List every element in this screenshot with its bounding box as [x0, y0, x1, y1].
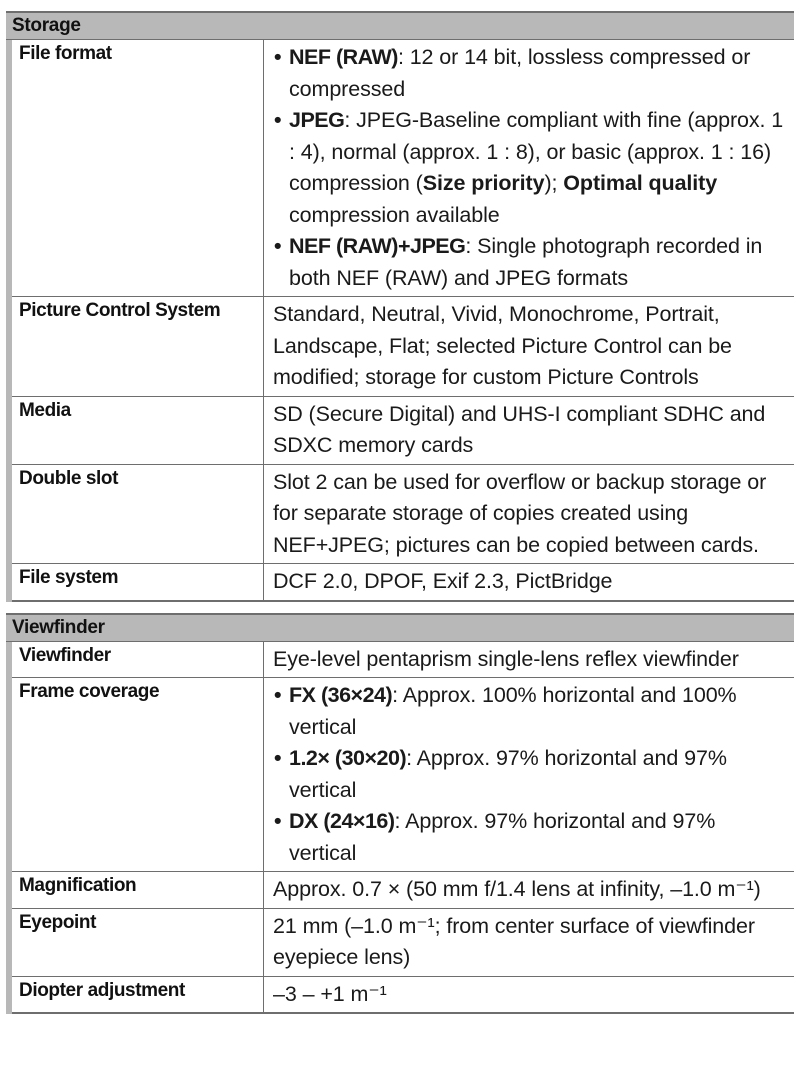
fx-label: FX (36×24)	[289, 683, 393, 707]
picture-control-label: Picture Control System	[12, 297, 264, 396]
optimal-quality-text: Optimal quality	[563, 171, 718, 195]
diopter-value: –3 – +1 m⁻¹	[273, 981, 387, 1006]
media-label: Media	[12, 397, 264, 464]
jpeg-label: JPEG	[289, 108, 345, 132]
file-system-value: DCF 2.0, DPOF, Exif 2.3, PictBridge	[273, 569, 613, 593]
nef-label: NEF (RAW)	[289, 45, 398, 69]
viewfinder-row	[12, 642, 794, 679]
list-item	[273, 42, 788, 105]
nef-jpeg-label: NEF (RAW)+JPEG	[289, 234, 466, 258]
magnification-value: Approx. 0.7 × (50 mm f/1.4 lens at infinity, –1.0 m⁻¹)	[273, 877, 761, 901]
viewfinder-rows	[6, 642, 794, 1015]
list-item	[273, 105, 788, 231]
storage-section	[6, 11, 794, 602]
magnification-row	[12, 872, 794, 909]
double-slot-label: Double slot	[12, 465, 264, 564]
file-format-value	[264, 40, 794, 296]
jpeg-text: : JPEG-Baseline compliant with fine (approx. 1 : 4), normal (approx. 1 : 8), or basic (approx. 1 : 16) compression (	[289, 108, 784, 195]
magnification-label: Magnification	[12, 872, 264, 908]
picture-control-row	[12, 297, 794, 397]
viewfinder-header: Viewfinder	[6, 613, 794, 642]
dx-label: DX (24×16)	[289, 809, 395, 833]
storage-rows	[6, 40, 794, 602]
jpeg-text-3: compression available	[289, 202, 500, 227]
nef-jpeg-text: : Single photograph recorded in both NEF (RAW) and JPEG formats	[289, 234, 763, 290]
eyepoint-row	[12, 909, 794, 977]
file-format-list	[273, 42, 788, 294]
file-system-label: File system	[12, 564, 264, 600]
double-slot-value: Slot 2 can be used for overflow or backup storage or for separate storage of copies created using NEF+JPEG; pictures can be copied between cards.	[273, 469, 767, 557]
fx-text: : Approx. 100% horizontal and 100% vertical	[289, 683, 737, 739]
jpeg-text-2: );	[544, 171, 558, 195]
media-value: SD (Secure Digital) and UHS-I compliant SDHC and SDXC memory cards	[273, 401, 766, 457]
list-item	[273, 743, 788, 806]
frame-coverage-list	[273, 680, 788, 869]
eyepoint-value: 21 mm (–1.0 m⁻¹; from center surface of viewfinder eyepiece lens)	[273, 913, 755, 969]
file-format-row	[12, 40, 794, 297]
media-row	[12, 397, 794, 465]
storage-header: Storage	[6, 11, 794, 40]
dx-text: : Approx. 97% horizontal and 97% vertical	[289, 809, 716, 865]
spec-page	[6, 11, 794, 1025]
viewfinder-section	[6, 613, 794, 1015]
double-slot-row	[12, 465, 794, 565]
crop-label: 1.2× (30×20)	[289, 746, 407, 770]
eyepoint-label: Eyepoint	[12, 909, 264, 976]
diopter-row	[12, 977, 794, 1015]
picture-control-value: Standard, Neutral, Vivid, Monochrome, Portrait, Landscape, Flat; selected Picture Control can be modified; storage for custom Picture Controls	[273, 302, 732, 389]
frame-coverage-value	[264, 678, 794, 871]
list-item	[273, 231, 788, 294]
viewfinder-label: Viewfinder	[12, 642, 264, 678]
crop-text: : Approx. 97% horizontal and 97% vertical	[289, 746, 727, 802]
nef-text: : 12 or 14 bit, lossless compressed or compressed	[289, 45, 751, 101]
list-item	[273, 806, 788, 869]
file-format-label: File format	[12, 40, 264, 296]
file-system-row	[12, 564, 794, 602]
frame-coverage-row	[12, 678, 794, 872]
frame-coverage-label: Frame coverage	[12, 678, 264, 871]
diopter-label: Diopter adjustment	[12, 977, 264, 1013]
viewfinder-value: Eye-level pentaprism single-lens reflex viewfinder	[273, 646, 739, 671]
size-priority-text: Size priority	[422, 171, 545, 195]
list-item	[273, 680, 788, 743]
